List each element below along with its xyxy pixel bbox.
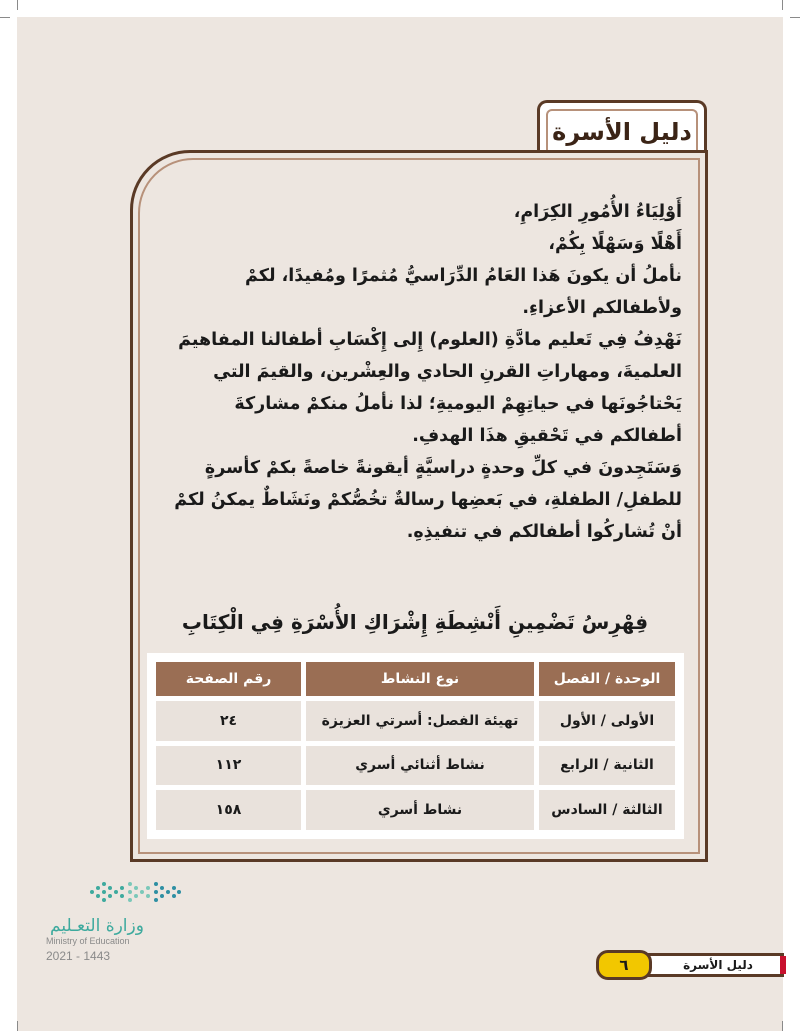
index-title: فِهْرِسُ تَضْمِينِ أَنْشِطَةِ إِشْرَاكِ الأُسْرَةِ فِي الْكِتَابِ <box>181 610 649 634</box>
page-number-badge: ٦ <box>596 950 652 980</box>
edition-year: 2021 - 1443 <box>46 949 111 963</box>
crop-mark <box>0 17 10 18</box>
cell-page-number: ١٥٨ <box>156 790 301 830</box>
ministry-name-english: Ministry of Education <box>46 936 130 946</box>
cell-unit-chapter: الأولى / الأول <box>539 701 675 741</box>
cell-activity-type: تهيئة الفصل: أسرتي العزيزة <box>306 701 534 741</box>
header-unit-chapter: الوحدة / الفصل <box>539 662 675 696</box>
letter-salutation: أَوْلِيَاءُ الأُمُورِ الكِرَامِ، <box>513 202 682 222</box>
letter-paragraph: نَهْدِفُ فِي تَعليم مادَّةِ (العلوم) إِلى إِكْسَابِ أطفالنا المفاهيمَ العلميةَ، ومهاراتِ القرنِ الحادي والعِشْرين، والقيمَ التي يَحْتاجُونَها في حياتِهِمْ اليوميةِ؛ لذا نأملُ منكمْ مشاركةَ أطفالكم في تَحْقيقِ هذَا الهدفِ. <box>178 330 682 446</box>
cell-unit-chapter: الثانية / الرابع <box>539 746 675 786</box>
table-row <box>156 701 675 741</box>
section-title-tab <box>537 100 707 152</box>
crop-mark <box>782 0 783 10</box>
ministry-logo <box>28 876 188 971</box>
table-row <box>156 790 675 830</box>
letter-paragraph: نأملُ أن يكونَ هَذا العَامُ الدِّرَاسيُّ مُثمرًا ومُفيدًا، لكمْ ولأطفالكم الأعزاءِ. <box>245 266 682 318</box>
footer-accent <box>780 956 786 974</box>
activities-index-table <box>147 653 684 839</box>
header-activity-type: نوع النشاط <box>306 662 534 696</box>
crop-mark <box>782 1021 783 1031</box>
crop-mark <box>17 0 18 10</box>
table-header-row <box>156 662 675 696</box>
footer-label: دليل الأسرة <box>683 958 753 972</box>
letter-greeting: أَهْلًا وَسَهْلًا بِكُمْ، <box>548 234 682 254</box>
cell-activity-type: نشاط أثنائي أسري <box>306 746 534 786</box>
table-row <box>156 746 675 786</box>
cell-page-number: ٢٤ <box>156 701 301 741</box>
section-title: دليل الأسرة <box>546 109 698 152</box>
ministry-dots-icon <box>88 880 183 904</box>
cell-unit-chapter: الثالثة / السادس <box>539 790 675 830</box>
cell-activity-type: نشاط أسري <box>306 790 534 830</box>
crop-mark <box>790 17 800 18</box>
parent-letter <box>164 196 682 548</box>
letter-paragraph: وَسَتَجِدونَ في كلِّ وحدةٍ دراسيَّةٍ أيقونةً خاصةً بكمْ كأسرةٍ للطفلِ/ الطفلةِ، في بَعضِها رسالةٌ تخُصُّكمْ ونَشَاطٌ يمكنُ لكمْ أنْ تُشاركُوا أطفالكم في تنفيذِهِ. <box>174 458 682 542</box>
ministry-name-arabic: وزارة التعـليم <box>50 916 144 936</box>
header-page-number: رقم الصفحة <box>156 662 301 696</box>
page-footer <box>602 953 784 977</box>
crop-mark <box>17 1021 18 1031</box>
cell-page-number: ١١٢ <box>156 746 301 786</box>
